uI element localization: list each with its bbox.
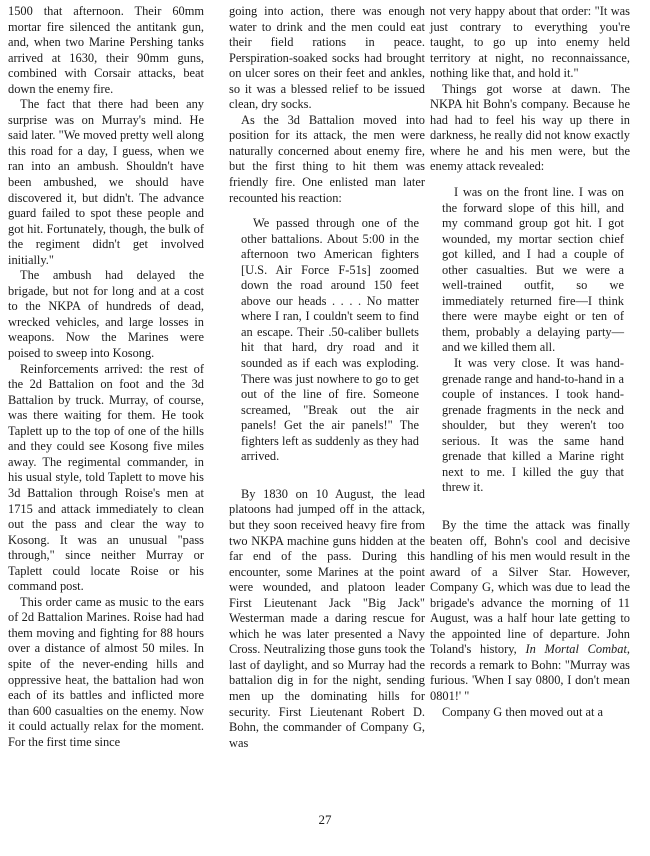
column-right (430, 4, 630, 720)
paragraph: As the 3d Battalion moved into position for its attack, the men were naturally concerned about enemy fire, but the first thing to hit them was friendly fire. One enlisted man later recounted his reaction: (229, 112, 425, 205)
paragraph-text: , records a remark to Bohn: "Murray was furious. 'When I say 0800, I don't mean 0801!' " (430, 642, 630, 703)
column-middle (229, 4, 425, 751)
quote-text: We passed through one of the other battalions. About 5:00 in the afternoon two American fighters [U.S. Air Force F-51s] zoomed down the road around 150 feet above our heads . . . . No matter where I ran, I couldn't seem to find an escape. Their .50-caliber bullets hit that hard, dry road and it sounded as if each was exploding. There was just nowhere to go to get out of the line of fire. Someone screamed, "Break out the air panels! Get the air panels!" The fighters left as suddenly as they had arrived. (241, 216, 419, 464)
spacer (430, 496, 630, 518)
paragraph (430, 518, 630, 705)
paragraph: This order came as music to the ears of 2d Battalion Marines. Roise had had them moving and fighting for 88 hours over a distance of almost 50 miles. In spite of the never-ending hills and oppressive heat, the battalion had won each of its battles and inflicted more than 600 casualties on the enemy. Now it could actually relax for the moment. For the first time since (8, 594, 204, 749)
block-quote (241, 216, 419, 465)
quote-text: I was on the front line. I was on the forward slope of this hill, and my command group got hit. I got wounded, my mortar section chief got killed, and I had a couple of other casualties. But we were a well-trained outfit, so we immediately returned fire—I think there were maybe eight or ten of them, probably a delaying party—and we killed them all. (442, 185, 624, 355)
book-title: In Mortal Combat (525, 642, 627, 657)
paragraph: Things got worse at dawn. The NKPA hit Bohn's company. Because he had had to feel his way up there in darkness, he really did not know exactly where he and his men were, but the enemy attack revealed: (430, 81, 630, 174)
paragraph: The ambush had delayed the brigade, but not for long and at a cost to the NKPA of hundreds of dead, wrecked vehicles, and large losses in weapons. Now the Marines were poised to sweep into Kosong. (8, 268, 204, 361)
page-number: 27 (318, 812, 332, 827)
spacer (229, 465, 425, 487)
paragraph: not very happy about that order: "It was just contrary to everything you're taught, to go up into enemy held territory at night, no reconnaissance, nothing like that, and hold it." (430, 4, 630, 81)
paragraph-text: By the time the attack was finally beaten off, Bohn's cool and decisive handling of his men would result in the award of a Silver Star. However, Company G, which was due to lead the brigade's advance the morning of 11 August, was a half hour late getting to the appointed line of departure. John Toland's history, (430, 517, 630, 657)
paragraph: By 1830 on 10 August, the lead platoons had jumped off in the attack, but they soon received heavy fire from two NKPA machine guns hidden at the far end of the pass. During this encounter, some Marines at the point were wounded, and platoon leader First Lieutenant Jack "Big Jack" Westerman made a daring rescue for which he was later presented a Navy Cross. Neutralizing those guns took the last of daylight, and so Murray had the battalion dig in for the night, sending men up the dominating hills for security. First Lieutenant Robert D. Bohn, the commander of Company G, was (229, 486, 425, 750)
paragraph: The fact that there had been any surprise was on Murray's mind. He said later. "We moved pretty well along this road for a day, I guess, when we ran into an ambush. Shouldn't have been ambushed, we should have discovered it, but didn't. The advance guard failed to spot these people and got hit. Fortunately, though, the bulk of the regiment didn't get involved initially." (8, 97, 204, 267)
quote-text: It was very close. It was hand-grenade range and hand-to-hand in a couple of instances. I took hand-grenade fragments in the neck and shoulder, but they weren't too serious. It was the same hand grenade that killed a Marine right next to me. I killed the guy that threw it. (442, 356, 624, 495)
paragraph: 1500 that afternoon. Their 60mm mortar fire silenced the antitank gun, and, when two Marine Pershing tanks arrived at 1630, their 90mm guns, combined with Corsair attacks, beat down the enemy fire. (8, 4, 204, 96)
paragraph: Reinforcements arrived: the rest of the 2d Battalion on foot and the 3d Battalion by truck. Murray, of course, was there waiting for them. He took Taplett up to the top of one of the hills and they could see Kosong five miles away. The regimental commander, in his usual style, told Taplett to move his 3d Battalion through Roise's men at 1715 and attack immediately to clean out the pass and clear the way to Kosong. It was an unusual "pass through," since neither Murray or Taplett could locate Roise or his command post. (8, 361, 204, 594)
block-quote (442, 185, 624, 496)
paragraph: Company G then moved out at a (442, 704, 604, 719)
paragraph: going into action, there was enough water to drink and the men could eat their field rations in peace. Perspiration-soaked socks had brought on ulcer sores on their feet and ankles, so it was a blessed relief to be issued clean, dry socks. (229, 4, 425, 112)
column-left (8, 4, 204, 750)
